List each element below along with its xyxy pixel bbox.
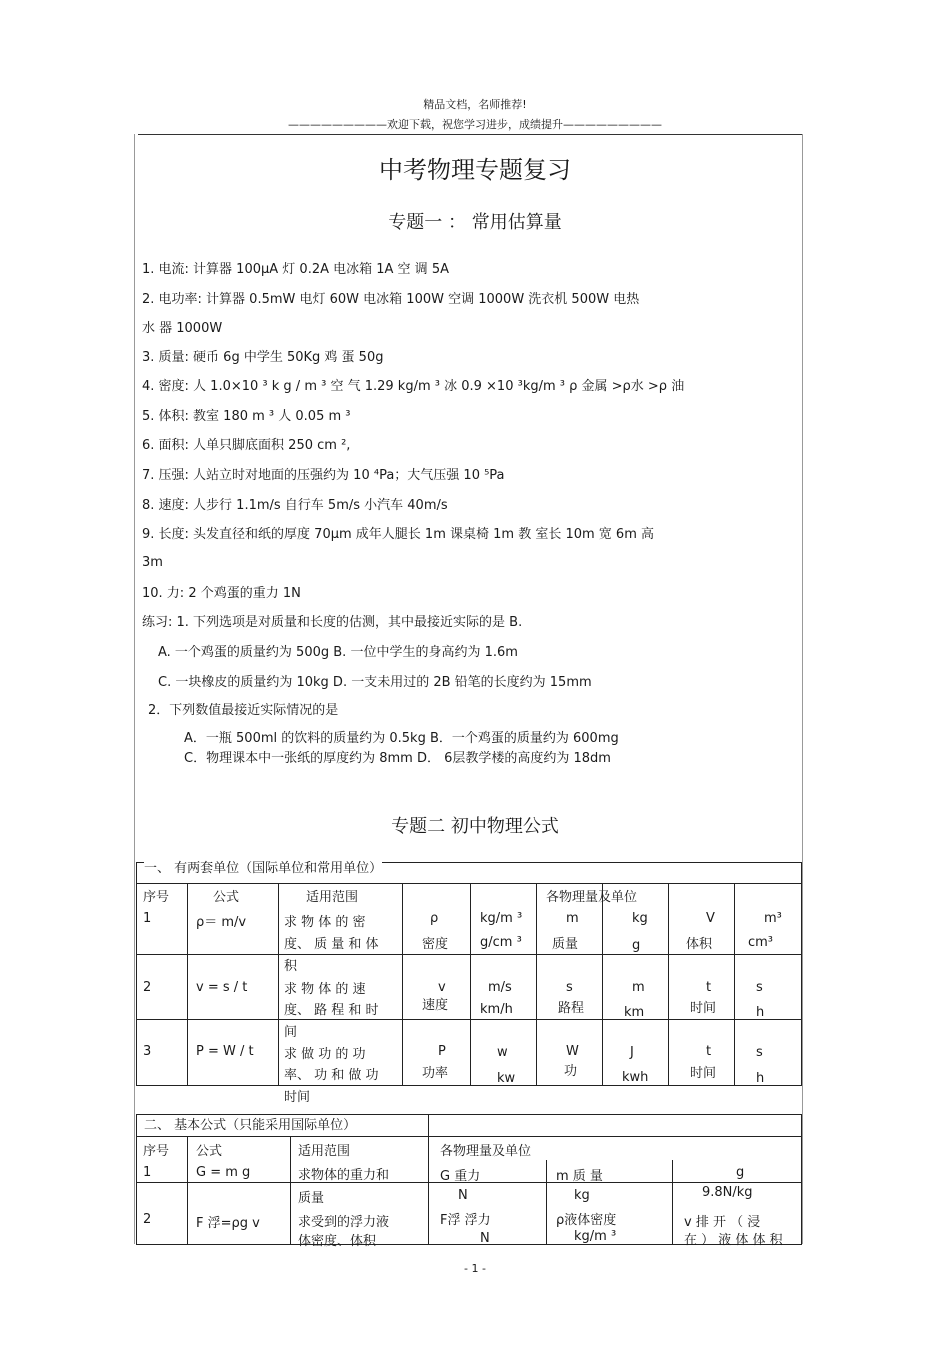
page-right-border [802,134,803,1244]
page-left-border [134,134,135,1244]
row-number: 2 [143,1212,152,1227]
unit: kw [497,1071,516,1086]
table2-caption: 二、 基本公式（只能采用国际单位） [144,1118,357,1133]
practice-option: A. 一个鸡蛋的质量约为 500g B. 一位中学生的身高约为 1.6m [158,645,518,660]
quantity-cell: g [736,1165,745,1180]
scope-text: 求 物 体 的 密 [284,915,366,930]
quantity-cell: F浮 浮力 [440,1213,491,1228]
estimate-item: 7. 压强: 人站立时对地面的压强约为 10 ⁴Pa；大气压强 10 ⁵Pa [142,468,505,483]
row-number: 3 [143,1044,152,1059]
unit: g [632,938,641,953]
col-header: 各物理量及单位 [440,1144,532,1159]
row-number: 1 [143,1165,152,1180]
header-note: 精品文档，名师推荐! [423,98,527,111]
estimate-item: 2. 电功率: 计算器 0.5mW 电灯 60W 电冰箱 100W 空调 1000W 洗衣机 500W 电热 [142,292,640,307]
quantity-symbol: m [566,911,579,926]
practice-option: C. 一块橡皮的质量约为 10kg D. 一支未用过的 2B 铅笔的长度约为 15mm [158,675,592,690]
quantity-name: 功 [564,1064,578,1079]
unit: m [632,980,645,995]
unit: h [756,1071,765,1086]
practice-option: C．物理课本中一张纸的厚度约为 8mm D． 6层教学楼的高度约为 18dm [184,751,611,766]
estimate-item: 3. 质量: 硬币 6g 中学生 50Kg 鸡 蛋 50g [142,350,384,365]
header-divider [138,134,802,135]
formula: v = s / t [196,980,248,995]
unit: h [756,1005,765,1020]
formula: G = m g [196,1165,251,1180]
quantity-symbol: P [438,1044,446,1059]
unit: kg/m ³ [574,1229,617,1244]
estimate-item: 8. 速度: 人步行 1.1m/s 自行车 5m/s 小汽车 40m/s [142,498,448,513]
unit: s [756,1045,763,1060]
unit: kg [632,911,648,926]
header-slogan: —————————欢迎下载，祝您学习进步，成绩提升————————— [288,118,662,131]
estimate-item: 水 器 1000W [142,321,223,336]
quantity-symbol: s [566,980,573,995]
section1-heading: 专题一 ： 常用估算量 [388,212,562,233]
estimate-item: 9. 长度: 头发直径和纸的厚度 70μm 成年人腿长 1m 课桌椅 1m 教 室长 10m 宽 6m 高 [142,527,654,542]
scope-text: 求受到的浮力液 [298,1215,390,1230]
scope-text: 求 物 体 的 速 [284,982,366,997]
scope-text: 间 [284,1025,298,1040]
unit: kg [574,1188,590,1203]
practice-question: 练习: 1. 下列选项是对质量和长度的估测，其中最接近实际的是 B. [142,615,523,630]
quantity-cell: m 质 量 [556,1169,603,1184]
quantity-name: 功率 [422,1066,449,1081]
row-number: 2 [143,980,152,995]
unit: g/cm ³ [480,935,522,950]
unit: m/s [488,980,512,995]
quantity-name: 时间 [690,1066,717,1081]
quantity-symbol: V [706,911,715,926]
estimate-item: 4. 密度: 人 1.0×10 ³ k g / m ³ 空 气 1.29 kg/m ³ 冰 0.9 ×10 ³kg/m ³ ρ 金属 >ρ水 >ρ 油 [142,379,685,394]
table1-caption: 一、 有两套单位（国际单位和常用单位） [144,857,382,876]
scope-text: 积 [284,959,298,974]
scope-text: 体密度、体积 [298,1234,377,1249]
formula: P = W / t [196,1044,254,1059]
estimate-item: 10. 力: 2 个鸡蛋的重力 1N [142,586,301,601]
scope-text: 求 做 功 的 功 [284,1047,366,1062]
quantity-cell: 在 ） 液 体 体 积 [684,1233,783,1248]
row-number: 1 [143,911,152,926]
col-header: 序号 [143,890,170,905]
unit: m³ [764,911,782,926]
quantity-symbol: v [438,980,446,995]
unit: J [630,1045,634,1060]
estimate-item: 1. 电流: 计算器 100μA 灯 0.2A 电冰箱 1A 空 调 5A [142,262,449,277]
col-header: 序号 [143,1144,170,1159]
quantity-name: 时间 [690,1001,717,1016]
col-header: 适用范围 [298,1144,351,1159]
quantity-name: 密度 [422,937,449,952]
quantity-name: 质量 [552,937,579,952]
scope-text: 率、 功 和 做 功 [284,1068,379,1083]
estimate-item: 5. 体积: 教室 180 m ³ 人 0.05 m ³ [142,409,351,424]
quantity-name: 速度 [422,998,449,1013]
unit: N [480,1231,490,1246]
col-header: 适用范围 [306,890,359,905]
formula: F 浮=ρg v [196,1216,260,1231]
unit: km/h [480,1002,513,1017]
quantity-symbol: W [566,1044,579,1059]
scope-text: 度、 质 量 和 体 [284,937,379,952]
quantity-symbol: t [706,980,712,995]
practice-option: A．一瓶 500ml 的饮料的质量约为 0.5kg B．一个鸡蛋的质量约为 600mg [184,731,619,746]
col-header: 公式 [213,890,240,905]
scope-text: 质量 [298,1191,325,1206]
unit: w [497,1045,508,1060]
estimate-item: 6. 面积: 人单只脚底面积 250 cm ², [142,438,351,453]
unit: s [756,980,763,995]
quantity-cell: G 重力 [440,1169,481,1184]
col-header: 各物理量及单位 [546,890,638,905]
unit: km [624,1005,645,1020]
quantity-cell: v 排 开 （ 浸 [684,1215,761,1230]
unit: 9.8N/kg [702,1185,753,1200]
section2-heading: 专题二 初中物理公式 [391,816,559,837]
col-header: 公式 [196,1144,223,1159]
formula: ρ＝ m/v [196,915,247,930]
page-number: - 1 - [464,1262,486,1275]
unit: N [458,1188,468,1203]
practice-question: 2．下列数值最接近实际情况的是 [148,703,339,718]
page-title: 中考物理专题复习 [379,156,571,184]
unit: cm³ [748,935,774,950]
scope-text: 度、 路 程 和 时 [284,1003,379,1018]
unit: kg/m ³ [480,911,523,926]
quantity-symbol: ρ [430,911,439,926]
quantity-name: 体积 [686,937,713,952]
quantity-cell: ρ液体密度 [556,1213,617,1228]
scope-text: 时间 [284,1090,311,1105]
estimate-item: 3m [142,555,163,570]
unit: kwh [622,1070,649,1085]
scope-text: 求物体的重力和 [298,1168,390,1183]
quantity-symbol: t [706,1044,712,1059]
quantity-name: 路程 [558,1001,585,1016]
